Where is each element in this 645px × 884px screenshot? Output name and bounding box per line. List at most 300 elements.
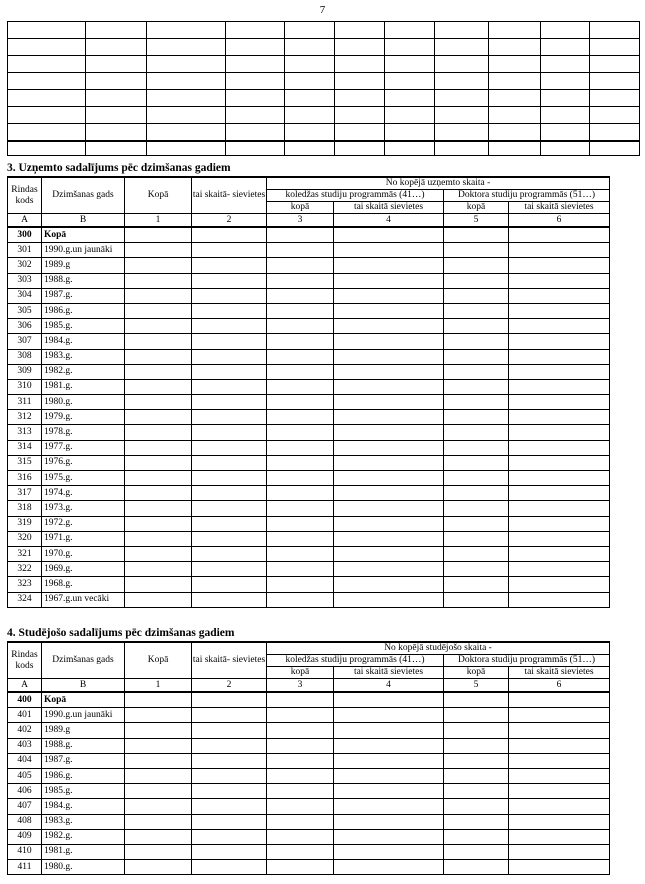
entry-cell[interactable] [509, 546, 610, 561]
blank-grid-cell[interactable] [8, 141, 86, 156]
blank-grid-cell[interactable] [285, 107, 335, 124]
entry-cell[interactable] [267, 829, 334, 844]
blank-grid-cell[interactable] [335, 22, 385, 39]
entry-cell[interactable] [334, 753, 444, 768]
entry-cell[interactable] [267, 814, 334, 829]
entry-cell[interactable] [192, 243, 267, 258]
entry-cell[interactable] [334, 860, 444, 875]
entry-cell[interactable] [334, 288, 444, 303]
blank-grid-cell[interactable] [147, 39, 226, 56]
entry-cell[interactable] [267, 303, 334, 318]
entry-cell[interactable] [444, 440, 509, 455]
entry-cell[interactable] [509, 349, 610, 364]
entry-cell[interactable] [509, 531, 610, 546]
entry-cell[interactable] [334, 738, 444, 753]
blank-grid-cell[interactable] [435, 22, 489, 39]
entry-cell[interactable] [192, 753, 267, 768]
blank-grid-cell[interactable] [385, 107, 435, 124]
entry-cell[interactable] [509, 258, 610, 273]
entry-cell[interactable] [192, 303, 267, 318]
entry-cell[interactable] [509, 334, 610, 349]
entry-cell[interactable] [267, 708, 334, 723]
entry-cell[interactable] [125, 531, 192, 546]
entry-cell[interactable] [334, 471, 444, 486]
entry-cell[interactable] [192, 288, 267, 303]
entry-cell[interactable] [444, 349, 509, 364]
entry-cell[interactable] [267, 440, 334, 455]
blank-grid-cell[interactable] [147, 56, 226, 73]
blank-grid-cell[interactable] [590, 124, 640, 142]
entry-cell[interactable] [509, 516, 610, 531]
entry-cell[interactable] [509, 814, 610, 829]
entry-cell[interactable] [125, 708, 192, 723]
entry-cell[interactable] [444, 546, 509, 561]
blank-grid-cell[interactable] [335, 73, 385, 90]
entry-cell[interactable] [267, 562, 334, 577]
entry-cell[interactable] [192, 799, 267, 814]
entry-cell[interactable] [334, 273, 444, 288]
entry-cell[interactable] [444, 243, 509, 258]
blank-grid-cell[interactable] [335, 124, 385, 142]
blank-grid-cell[interactable] [590, 22, 640, 39]
blank-grid-cell[interactable] [489, 22, 541, 39]
entry-cell[interactable] [509, 455, 610, 470]
blank-grid-cell[interactable] [489, 90, 541, 107]
entry-cell[interactable] [509, 860, 610, 875]
blank-grid-cell[interactable] [435, 124, 489, 142]
entry-cell[interactable] [267, 273, 334, 288]
entry-cell[interactable] [192, 410, 267, 425]
entry-cell[interactable] [125, 486, 192, 501]
entry-cell[interactable] [334, 546, 444, 561]
blank-grid-cell[interactable] [335, 90, 385, 107]
entry-cell[interactable] [509, 592, 610, 607]
entry-cell[interactable] [509, 829, 610, 844]
entry-cell[interactable] [125, 273, 192, 288]
entry-cell[interactable] [444, 577, 509, 592]
blank-grid-cell[interactable] [147, 73, 226, 90]
entry-cell[interactable] [509, 425, 610, 440]
entry-cell[interactable] [334, 723, 444, 738]
entry-cell[interactable] [125, 753, 192, 768]
entry-cell[interactable] [267, 334, 334, 349]
blank-grid-cell[interactable] [489, 39, 541, 56]
entry-cell[interactable] [192, 844, 267, 859]
entry-cell[interactable] [509, 319, 610, 334]
entry-cell[interactable] [444, 692, 509, 708]
entry-cell[interactable] [444, 708, 509, 723]
entry-cell[interactable] [334, 227, 444, 243]
entry-cell[interactable] [125, 258, 192, 273]
entry-cell[interactable] [192, 531, 267, 546]
blank-grid-cell[interactable] [489, 141, 541, 156]
entry-cell[interactable] [125, 440, 192, 455]
entry-cell[interactable] [444, 860, 509, 875]
entry-cell[interactable] [509, 471, 610, 486]
entry-cell[interactable] [125, 364, 192, 379]
entry-cell[interactable] [125, 303, 192, 318]
entry-cell[interactable] [444, 273, 509, 288]
entry-cell[interactable] [509, 410, 610, 425]
entry-cell[interactable] [267, 486, 334, 501]
entry-cell[interactable] [444, 562, 509, 577]
entry-cell[interactable] [444, 258, 509, 273]
entry-cell[interactable] [125, 562, 192, 577]
entry-cell[interactable] [125, 860, 192, 875]
entry-cell[interactable] [267, 364, 334, 379]
blank-grid-cell[interactable] [385, 73, 435, 90]
blank-grid-cell[interactable] [226, 73, 285, 90]
entry-cell[interactable] [509, 768, 610, 783]
entry-cell[interactable] [192, 349, 267, 364]
blank-grid-cell[interactable] [226, 39, 285, 56]
entry-cell[interactable] [509, 288, 610, 303]
blank-grid-cell[interactable] [435, 90, 489, 107]
entry-cell[interactable] [267, 288, 334, 303]
entry-cell[interactable] [192, 227, 267, 243]
entry-cell[interactable] [125, 768, 192, 783]
entry-cell[interactable] [509, 501, 610, 516]
entry-cell[interactable] [334, 799, 444, 814]
blank-grid-cell[interactable] [385, 141, 435, 156]
blank-grid-cell[interactable] [147, 22, 226, 39]
entry-cell[interactable] [334, 829, 444, 844]
entry-cell[interactable] [444, 814, 509, 829]
blank-grid-cell[interactable] [8, 90, 86, 107]
entry-cell[interactable] [192, 814, 267, 829]
entry-cell[interactable] [125, 243, 192, 258]
entry-cell[interactable] [334, 379, 444, 394]
entry-cell[interactable] [334, 258, 444, 273]
entry-cell[interactable] [444, 455, 509, 470]
entry-cell[interactable] [267, 243, 334, 258]
entry-cell[interactable] [444, 784, 509, 799]
entry-cell[interactable] [444, 410, 509, 425]
blank-grid-cell[interactable] [8, 107, 86, 124]
entry-cell[interactable] [444, 723, 509, 738]
blank-grid-cell[interactable] [541, 22, 590, 39]
entry-cell[interactable] [509, 379, 610, 394]
entry-cell[interactable] [334, 562, 444, 577]
blank-grid-cell[interactable] [86, 141, 147, 156]
blank-grid-cell[interactable] [226, 124, 285, 142]
blank-grid-cell[interactable] [590, 39, 640, 56]
blank-grid-cell[interactable] [541, 56, 590, 73]
entry-cell[interactable] [444, 531, 509, 546]
entry-cell[interactable] [125, 829, 192, 844]
entry-cell[interactable] [334, 425, 444, 440]
blank-grid-cell[interactable] [226, 107, 285, 124]
entry-cell[interactable] [334, 692, 444, 708]
entry-cell[interactable] [334, 455, 444, 470]
entry-cell[interactable] [444, 844, 509, 859]
entry-cell[interactable] [334, 814, 444, 829]
entry-cell[interactable] [334, 531, 444, 546]
entry-cell[interactable] [267, 516, 334, 531]
blank-grid-cell[interactable] [147, 90, 226, 107]
entry-cell[interactable] [334, 395, 444, 410]
blank-grid-cell[interactable] [86, 90, 147, 107]
entry-cell[interactable] [267, 501, 334, 516]
entry-cell[interactable] [267, 738, 334, 753]
blank-grid-cell[interactable] [385, 90, 435, 107]
entry-cell[interactable] [444, 753, 509, 768]
entry-cell[interactable] [334, 349, 444, 364]
blank-grid-cell[interactable] [435, 56, 489, 73]
blank-grid-cell[interactable] [226, 90, 285, 107]
entry-cell[interactable] [334, 768, 444, 783]
blank-grid-cell[interactable] [285, 39, 335, 56]
entry-cell[interactable] [334, 364, 444, 379]
entry-cell[interactable] [267, 592, 334, 607]
entry-cell[interactable] [444, 303, 509, 318]
blank-grid-cell[interactable] [86, 56, 147, 73]
entry-cell[interactable] [267, 227, 334, 243]
entry-cell[interactable] [125, 738, 192, 753]
entry-cell[interactable] [125, 227, 192, 243]
entry-cell[interactable] [125, 395, 192, 410]
blank-grid-cell[interactable] [285, 22, 335, 39]
entry-cell[interactable] [444, 471, 509, 486]
entry-cell[interactable] [192, 486, 267, 501]
entry-cell[interactable] [192, 516, 267, 531]
entry-cell[interactable] [444, 395, 509, 410]
entry-cell[interactable] [509, 486, 610, 501]
entry-cell[interactable] [125, 349, 192, 364]
entry-cell[interactable] [444, 486, 509, 501]
entry-cell[interactable] [192, 501, 267, 516]
blank-grid-cell[interactable] [435, 39, 489, 56]
entry-cell[interactable] [334, 784, 444, 799]
entry-cell[interactable] [192, 258, 267, 273]
entry-cell[interactable] [192, 562, 267, 577]
entry-cell[interactable] [444, 501, 509, 516]
entry-cell[interactable] [267, 531, 334, 546]
entry-cell[interactable] [125, 546, 192, 561]
entry-cell[interactable] [192, 455, 267, 470]
entry-cell[interactable] [125, 379, 192, 394]
blank-grid-cell[interactable] [226, 22, 285, 39]
entry-cell[interactable] [334, 577, 444, 592]
entry-cell[interactable] [444, 334, 509, 349]
entry-cell[interactable] [192, 577, 267, 592]
blank-grid-cell[interactable] [435, 141, 489, 156]
blank-grid-cell[interactable] [335, 107, 385, 124]
entry-cell[interactable] [267, 319, 334, 334]
entry-cell[interactable] [509, 784, 610, 799]
blank-grid-cell[interactable] [541, 107, 590, 124]
blank-grid-cell[interactable] [541, 124, 590, 142]
entry-cell[interactable] [125, 723, 192, 738]
blank-grid-cell[interactable] [285, 141, 335, 156]
blank-grid-cell[interactable] [285, 124, 335, 142]
entry-cell[interactable] [334, 410, 444, 425]
entry-cell[interactable] [192, 395, 267, 410]
entry-cell[interactable] [334, 486, 444, 501]
entry-cell[interactable] [267, 753, 334, 768]
entry-cell[interactable] [192, 440, 267, 455]
entry-cell[interactable] [125, 425, 192, 440]
entry-cell[interactable] [267, 395, 334, 410]
blank-grid-cell[interactable] [590, 56, 640, 73]
blank-grid-cell[interactable] [8, 39, 86, 56]
entry-cell[interactable] [334, 516, 444, 531]
entry-cell[interactable] [125, 516, 192, 531]
entry-cell[interactable] [509, 844, 610, 859]
entry-cell[interactable] [334, 303, 444, 318]
entry-cell[interactable] [334, 334, 444, 349]
entry-cell[interactable] [125, 844, 192, 859]
entry-cell[interactable] [334, 592, 444, 607]
entry-cell[interactable] [267, 349, 334, 364]
entry-cell[interactable] [192, 738, 267, 753]
entry-cell[interactable] [267, 425, 334, 440]
entry-cell[interactable] [125, 334, 192, 349]
entry-cell[interactable] [192, 425, 267, 440]
entry-cell[interactable] [444, 516, 509, 531]
entry-cell[interactable] [267, 410, 334, 425]
entry-cell[interactable] [125, 577, 192, 592]
blank-grid-cell[interactable] [489, 124, 541, 142]
entry-cell[interactable] [444, 319, 509, 334]
entry-cell[interactable] [192, 334, 267, 349]
blank-grid-cell[interactable] [285, 56, 335, 73]
entry-cell[interactable] [509, 243, 610, 258]
entry-cell[interactable] [267, 799, 334, 814]
entry-cell[interactable] [192, 546, 267, 561]
entry-cell[interactable] [125, 784, 192, 799]
entry-cell[interactable] [444, 829, 509, 844]
blank-grid-cell[interactable] [8, 22, 86, 39]
blank-grid-cell[interactable] [147, 141, 226, 156]
entry-cell[interactable] [192, 708, 267, 723]
entry-cell[interactable] [267, 258, 334, 273]
entry-cell[interactable] [509, 440, 610, 455]
entry-cell[interactable] [444, 288, 509, 303]
blank-grid-cell[interactable] [590, 107, 640, 124]
entry-cell[interactable] [509, 692, 610, 708]
blank-grid-cell[interactable] [285, 90, 335, 107]
blank-grid-cell[interactable] [541, 90, 590, 107]
entry-cell[interactable] [509, 303, 610, 318]
entry-cell[interactable] [444, 768, 509, 783]
entry-cell[interactable] [192, 692, 267, 708]
blank-grid-cell[interactable] [435, 73, 489, 90]
blank-grid-cell[interactable] [335, 141, 385, 156]
blank-grid-cell[interactable] [226, 56, 285, 73]
entry-cell[interactable] [444, 379, 509, 394]
entry-cell[interactable] [267, 844, 334, 859]
entry-cell[interactable] [267, 546, 334, 561]
entry-cell[interactable] [192, 273, 267, 288]
entry-cell[interactable] [334, 440, 444, 455]
blank-grid-cell[interactable] [541, 39, 590, 56]
blank-grid-cell[interactable] [8, 124, 86, 142]
blank-grid-cell[interactable] [285, 73, 335, 90]
blank-grid-cell[interactable] [489, 107, 541, 124]
entry-cell[interactable] [444, 425, 509, 440]
entry-cell[interactable] [267, 768, 334, 783]
entry-cell[interactable] [444, 592, 509, 607]
entry-cell[interactable] [192, 784, 267, 799]
entry-cell[interactable] [267, 455, 334, 470]
blank-grid-cell[interactable] [385, 56, 435, 73]
entry-cell[interactable] [509, 799, 610, 814]
entry-cell[interactable] [267, 379, 334, 394]
entry-cell[interactable] [509, 364, 610, 379]
blank-grid-cell[interactable] [147, 107, 226, 124]
entry-cell[interactable] [509, 577, 610, 592]
entry-cell[interactable] [267, 860, 334, 875]
entry-cell[interactable] [444, 364, 509, 379]
blank-grid-cell[interactable] [86, 107, 147, 124]
entry-cell[interactable] [192, 364, 267, 379]
entry-cell[interactable] [334, 243, 444, 258]
entry-cell[interactable] [334, 501, 444, 516]
blank-grid-cell[interactable] [541, 141, 590, 156]
entry-cell[interactable] [509, 723, 610, 738]
blank-grid-cell[interactable] [489, 73, 541, 90]
entry-cell[interactable] [267, 577, 334, 592]
entry-cell[interactable] [267, 692, 334, 708]
blank-grid-cell[interactable] [8, 56, 86, 73]
entry-cell[interactable] [192, 829, 267, 844]
entry-cell[interactable] [509, 562, 610, 577]
entry-cell[interactable] [334, 708, 444, 723]
entry-cell[interactable] [192, 723, 267, 738]
entry-cell[interactable] [509, 273, 610, 288]
entry-cell[interactable] [192, 860, 267, 875]
entry-cell[interactable] [192, 319, 267, 334]
blank-grid-cell[interactable] [590, 90, 640, 107]
entry-cell[interactable] [444, 227, 509, 243]
entry-cell[interactable] [334, 844, 444, 859]
blank-grid-cell[interactable] [489, 56, 541, 73]
blank-grid-cell[interactable] [385, 22, 435, 39]
entry-cell[interactable] [444, 799, 509, 814]
entry-cell[interactable] [192, 768, 267, 783]
blank-grid-cell[interactable] [8, 73, 86, 90]
blank-grid-cell[interactable] [86, 39, 147, 56]
entry-cell[interactable] [125, 410, 192, 425]
entry-cell[interactable] [192, 471, 267, 486]
entry-cell[interactable] [267, 723, 334, 738]
blank-grid-cell[interactable] [590, 73, 640, 90]
entry-cell[interactable] [125, 319, 192, 334]
entry-cell[interactable] [267, 784, 334, 799]
entry-cell[interactable] [125, 455, 192, 470]
entry-cell[interactable] [444, 738, 509, 753]
blank-grid-cell[interactable] [335, 56, 385, 73]
blank-grid-cell[interactable] [541, 73, 590, 90]
entry-cell[interactable] [509, 227, 610, 243]
blank-grid-cell[interactable] [86, 124, 147, 142]
entry-cell[interactable] [267, 471, 334, 486]
entry-cell[interactable] [509, 395, 610, 410]
entry-cell[interactable] [125, 501, 192, 516]
entry-cell[interactable] [192, 592, 267, 607]
entry-cell[interactable] [125, 692, 192, 708]
entry-cell[interactable] [125, 471, 192, 486]
blank-grid-cell[interactable] [385, 39, 435, 56]
entry-cell[interactable] [192, 379, 267, 394]
blank-grid-cell[interactable] [335, 39, 385, 56]
entry-cell[interactable] [509, 753, 610, 768]
blank-grid-cell[interactable] [590, 141, 640, 156]
entry-cell[interactable] [125, 592, 192, 607]
blank-grid-cell[interactable] [147, 124, 226, 142]
blank-grid-cell[interactable] [226, 141, 285, 156]
